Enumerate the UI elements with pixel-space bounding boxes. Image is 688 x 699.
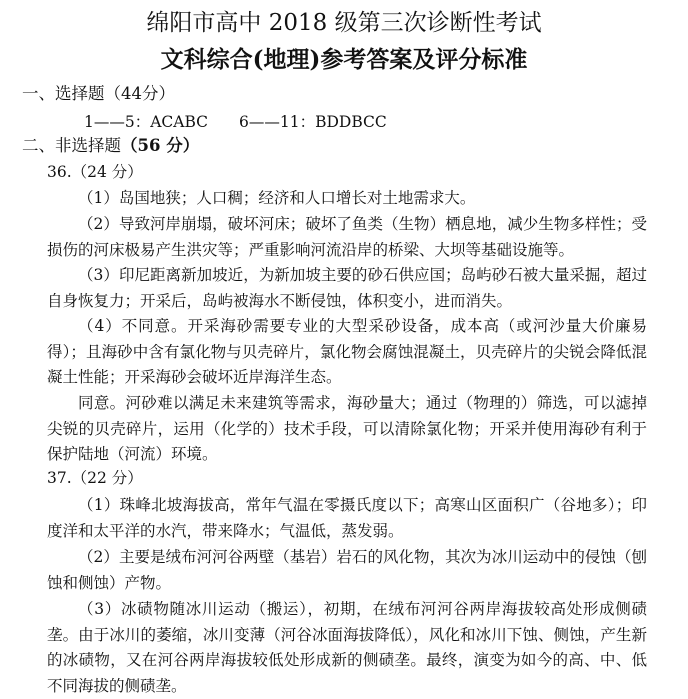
section-multiple-choice-heading: 一、选择题（44分）	[22, 84, 175, 103]
q37-answer-2: （2）主要是绒布河河谷两壁（基岩）岩石的风化物，其次为冰川运动中的侵蚀（刨蚀和侧蚀）产物。	[47, 548, 647, 592]
question-36-label: 36.（24 分）	[47, 163, 143, 181]
document-subtitle: 文科综合(地理)参考答案及评分标准	[160, 46, 528, 73]
exam-title: 绵阳市高中 2018 级第三次诊断性考试	[146, 10, 542, 36]
q36-answer-2: （2）导致河岸崩塌，破坏河床；破坏了鱼类（生物）栖息地，减少生物多样性；受损伤的河床极易产生洪灾等；严重影响河流沿岸的桥梁、大坝等基础设施等。	[47, 215, 647, 259]
q37-answer-1: （1）珠峰北坡海拔高，常年气温在零摄氏度以下；高寒山区面积广（谷地多）；印度洋和太平洋的水汽，带来降水；气温低，蒸发弱。	[47, 496, 647, 540]
q36-answer-4: （4）不同意。开采海砂需要专业的大型采砂设备，成本高（或河沙量大价廉易得）；且海砂中含有氯化物与贝壳碎片，氯化物会腐蚀混凝土，贝壳碎片的尖锐会降低混凝土性能；开采海砂会破坏近岸海洋生态。	[47, 317, 647, 386]
section-non-choice-title: 二、非选择题	[22, 136, 121, 155]
q36-answer-1: （1）岛国地狭；人口稠；经济和人口增长对土地需求大。	[78, 189, 476, 207]
multiple-choice-answers: 1——5：ACABC 6——11：BDDBCC	[84, 113, 387, 131]
question-37-label: 37.（22 分）	[47, 469, 143, 487]
section-non-choice-score: （56 分）	[121, 136, 200, 155]
q36-answer-4-alternative: 同意。河砂难以满足未来建筑等需求，海砂量大；通过（物理的）筛选，可以滤掉尖锐的贝壳碎片，运用（化学的）技术手段，可以清除氯化物；开采并使用海砂有利于保护陆地（河流）环境。	[47, 394, 647, 463]
q36-answer-3: （3）印尼距离新加坡近，为新加坡主要的砂石供应国；岛屿砂石被大量采掘，超过自身恢复力；开采后，岛屿被海水不断侵蚀，体积变小，进而消失。	[47, 266, 647, 310]
section-non-choice-heading	[22, 136, 199, 156]
q37-answer-3: （3）冰碛物随冰川运动（搬运），初期，在绒布河河谷两岸海拔较高处形成侧碛垄。由于冰川的萎缩，冰川变薄（河谷冰面海拔降低），风化和冰川下蚀、侧蚀，产生新的冰碛物，又在河谷两岸海拔较低处形成新的侧碛垄。最终，演变为如今的高、中、低不同海拔的侧碛垄。	[47, 600, 647, 695]
